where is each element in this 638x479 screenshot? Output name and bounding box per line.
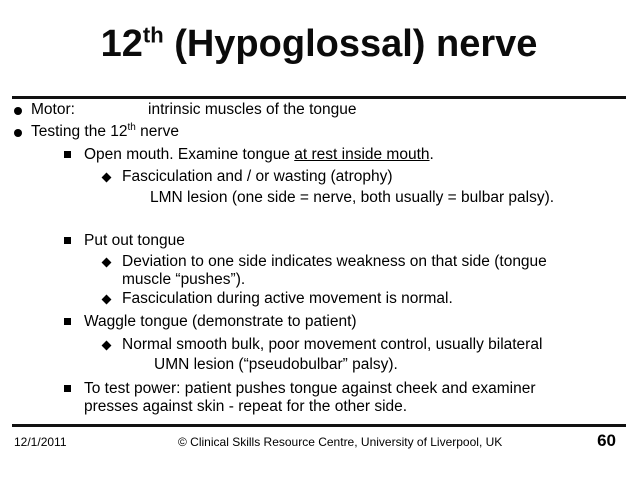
bullet-square-icon [64,318,71,325]
bullet-diamond-icon [102,258,112,268]
testing-text: Testing the 12 [31,123,128,140]
title-divider [12,96,626,99]
open-mouth-underlined: at rest inside mouth [294,146,430,163]
testing-text-end: nerve [135,123,179,140]
footer-copyright: © Clinical Skills Resource Centre, University of Liverpool, UK [178,435,503,449]
list-item-motor [31,100,357,119]
bullet-circle-icon [14,107,22,115]
page-number: 60 [597,431,616,450]
list-item-put-out-tongue: Put out tongue [84,232,185,249]
open-mouth-text: Open mouth. Examine tongue [84,146,295,163]
motor-label: Motor: [31,101,75,118]
bullet-circle-icon [14,129,22,137]
list-item-deviation: Deviation to one side indicates weakness on that side (tongue [122,253,547,270]
umn-lesion-text: UMN lesion (“pseudobulbar” palsy). [154,356,398,373]
list-item-fasciculation-active: Fasciculation during active movement is normal. [122,290,453,307]
list-item-normal-bulk: Normal smooth bulk, poor movement control, usually bilateral [122,336,543,353]
title-number: 12 [100,23,143,65]
footer-date: 12/1/2011 [14,435,67,449]
bullet-diamond-icon [102,295,112,305]
list-item-waggle-tongue: Waggle tongue (demonstrate to patient) [84,313,357,330]
testing-superscript: th [127,121,136,133]
bullet-diamond-icon [102,173,112,183]
bullet-square-icon [64,151,71,158]
footer-divider [12,424,626,427]
list-item-test-power: To test power: patient pushes tongue against cheek and examiner [84,380,536,397]
bullet-diamond-icon [102,341,112,351]
deviation-continuation: muscle “pushes”). [122,271,246,288]
test-power-continuation: presses against skin - repeat for the other side. [84,398,408,415]
bullet-square-icon [64,237,71,244]
list-item-fasciculation-wasting: Fasciculation and / or wasting (atrophy) [122,168,393,185]
open-mouth-period: . [429,146,434,163]
title-superscript: th [142,22,164,48]
motor-value: intrinsic muscles of the tongue [148,101,357,118]
title-text: (Hypoglossal) nerve [163,23,538,65]
lmn-lesion-text: LMN lesion (one side = nerve, both usually = bulbar palsy). [150,189,555,206]
bullet-square-icon [64,385,71,392]
slide-title [0,22,638,66]
list-item-testing [31,122,179,141]
list-item-open-mouth [84,145,434,164]
